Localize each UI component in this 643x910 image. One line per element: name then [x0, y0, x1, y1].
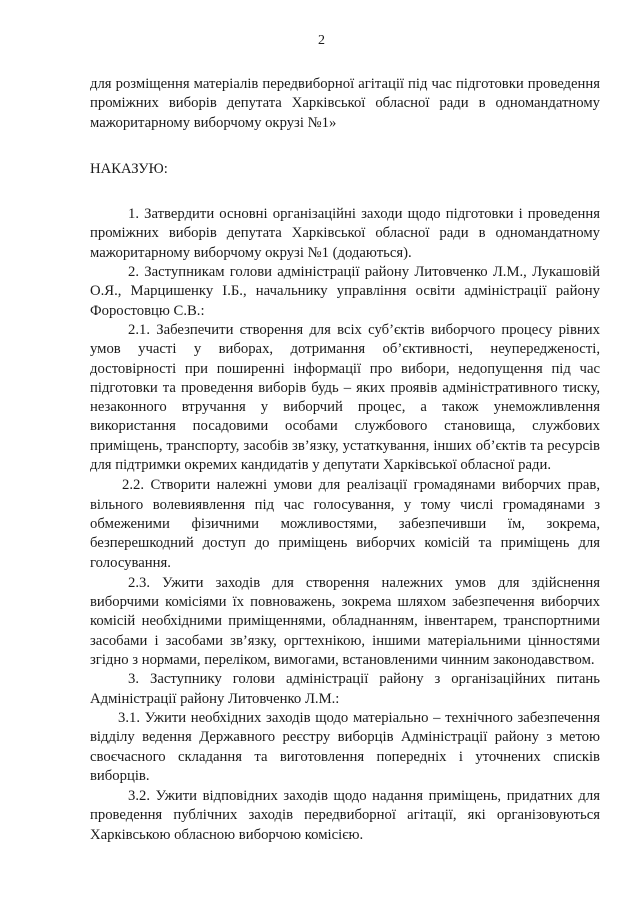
paragraph-1: 1. Затвердити основні організаційні заходи щодо підготовки і проведення проміжних виборів депутата Харківської обласної ради в одномандатному мажоритарному виборчому окрузі №1 (додаються). — [90, 206, 600, 261]
paragraph-3: 3. Заступнику голови адміністрації району з організаційних питань Адміністрації району Литовченко Л.М.: — [90, 671, 600, 707]
paragraph-3-1: 3.1. Ужити необхідних заходів щодо матеріально – технічного забезпечення відділу ведення Державного реєстру виборців Адміністрації району з метою своєчасного складання та виготовлення попередніх і уточнених списків виборців. — [90, 709, 600, 784]
order-heading: НАКАЗУЮ: — [90, 160, 168, 177]
document-body — [90, 75, 600, 845]
paragraph-2: 2. Заступникам голови адміністрації району Литовченко Л.М., Лукашовій О.Я., Марцишенку І.Б., начальнику управління освіти адміністрації району Форостовцю С.В.: — [90, 264, 600, 319]
paragraph-2-1: 2.1. Забезпечити створення для всіх суб’єктів виборчого процесу рівних умов участі у виборах, дотримання об’єктивності, неупередженості, достовірності при поширенні інформації про вибори, недопущення під час підготовки та проведення виборів будь – яких проявів адміністративного тиску, незаконного втручання у виборчий процес, а також унеможливлення використання посадовими особами службового становища, службових приміщень, транспорту, засобів зв’язку, устаткування, інших об’єктів та ресурсів для підтримки окремих кандидатів у депутати Харківської обласної ради. — [90, 321, 600, 474]
paragraph-2-3: 2.3. Ужити заходів для створення належних умов для здійснення виборчими комісіями їх повноважень, зокрема шляхом забезпечення виборчих комісій необхідними приміщеннями, обладнанням, інвентарем, транспортними засобами і засобами зв’язку, оргтехнікою, іншими матеріальними цінностями згідно з нормами, переліком, вимогами, встановленими чинним законодавством. — [90, 574, 600, 669]
paragraph-2-2: 2.2. Створити належні умови для реалізації громадянами виборчих прав, вільного волевиявлення під час голосування, у тому числі громадянами з обмеженими фізичними можливостями, забезпечивши їм, зокрема, безперешкодний доступ до приміщень виборчих комісій та приміщень для голосування. — [90, 477, 600, 571]
paragraph-3-2: 3.2. Ужити відповідних заходів щодо надання приміщень, придатних для проведення публічних заходів передвиборної агітації, які організовуються Харківською обласною виборчою комісією. — [90, 788, 600, 843]
intro-paragraph: для розміщення матеріалів передвиборної агітації під час підготовки проведення проміжних виборів депутата Харківської обласної ради в одномандатному мажоритарному виборчому окрузі №1» — [90, 76, 600, 131]
page-number: 2 — [318, 33, 325, 48]
